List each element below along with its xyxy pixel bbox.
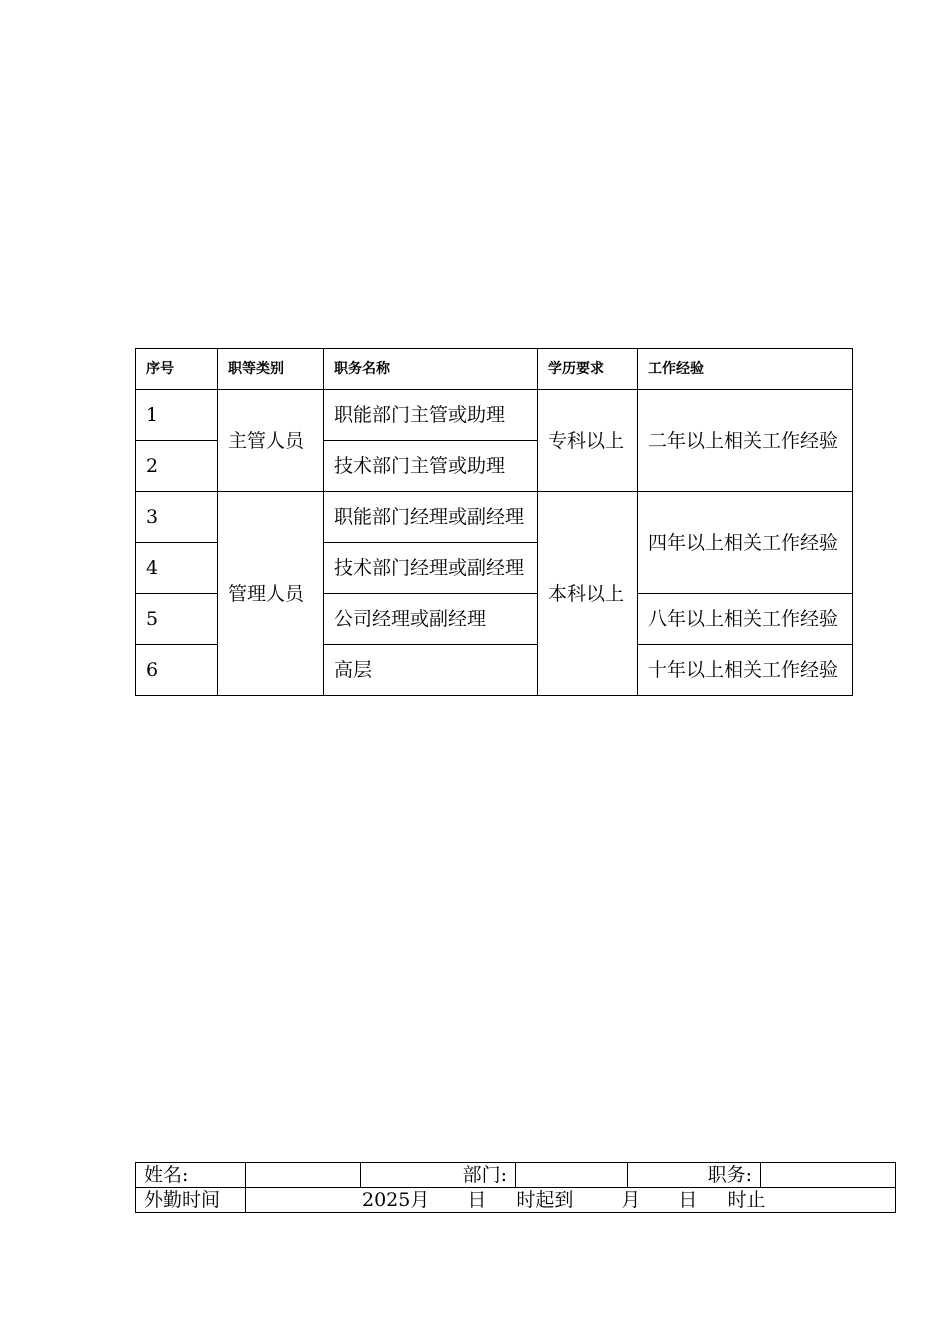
title-cell: 技术部门主管或助理 bbox=[324, 441, 538, 492]
time-label: 外勤时间 bbox=[136, 1188, 246, 1213]
title-cell: 公司经理或副经理 bbox=[324, 594, 538, 645]
experience-cell: 十年以上相关工作经验 bbox=[638, 645, 853, 696]
category-cell: 管理人员 bbox=[218, 492, 324, 696]
row-no: 1 bbox=[136, 390, 218, 441]
position-label: 职务: bbox=[628, 1163, 761, 1188]
day-unit-2: 日 bbox=[678, 1189, 698, 1211]
year-value: 2025 bbox=[362, 1189, 411, 1211]
table-row bbox=[136, 390, 853, 441]
time-field[interactable] bbox=[246, 1188, 896, 1213]
row-no: 6 bbox=[136, 645, 218, 696]
header-title: 职务名称 bbox=[324, 349, 538, 390]
education-cell: 本科以上 bbox=[538, 492, 638, 696]
day-unit: 日 bbox=[467, 1189, 487, 1211]
header-experience: 工作经验 bbox=[638, 349, 853, 390]
title-cell: 技术部门经理或副经理 bbox=[324, 543, 538, 594]
position-field[interactable] bbox=[761, 1163, 896, 1188]
dept-field[interactable] bbox=[516, 1163, 628, 1188]
dept-label: 部门: bbox=[361, 1163, 516, 1188]
row-no: 4 bbox=[136, 543, 218, 594]
name-field[interactable] bbox=[246, 1163, 361, 1188]
title-cell: 职能部门经理或副经理 bbox=[324, 492, 538, 543]
to-text: 时止 bbox=[727, 1189, 766, 1211]
field-work-form bbox=[135, 1162, 896, 1213]
category-cell: 主管人员 bbox=[218, 390, 324, 492]
header-education: 学历要求 bbox=[538, 349, 638, 390]
name-label: 姓名: bbox=[136, 1163, 246, 1188]
table-row bbox=[136, 492, 853, 543]
row-no: 2 bbox=[136, 441, 218, 492]
experience-cell: 四年以上相关工作经验 bbox=[638, 492, 853, 594]
month-unit-2: 月 bbox=[621, 1189, 641, 1211]
experience-cell: 二年以上相关工作经验 bbox=[638, 390, 853, 492]
experience-cell: 八年以上相关工作经验 bbox=[638, 594, 853, 645]
title-cell: 职能部门主管或助理 bbox=[324, 390, 538, 441]
table-header-row bbox=[136, 349, 853, 390]
title-cell: 高层 bbox=[324, 645, 538, 696]
form-row bbox=[136, 1163, 896, 1188]
header-category: 职等类别 bbox=[218, 349, 324, 390]
header-no: 序号 bbox=[136, 349, 218, 390]
position-requirements-table bbox=[135, 348, 853, 696]
row-no: 5 bbox=[136, 594, 218, 645]
education-cell: 专科以上 bbox=[538, 390, 638, 492]
row-no: 3 bbox=[136, 492, 218, 543]
form-row bbox=[136, 1188, 896, 1213]
from-text: 时起到 bbox=[516, 1189, 574, 1211]
month-unit: 月 bbox=[410, 1189, 430, 1211]
